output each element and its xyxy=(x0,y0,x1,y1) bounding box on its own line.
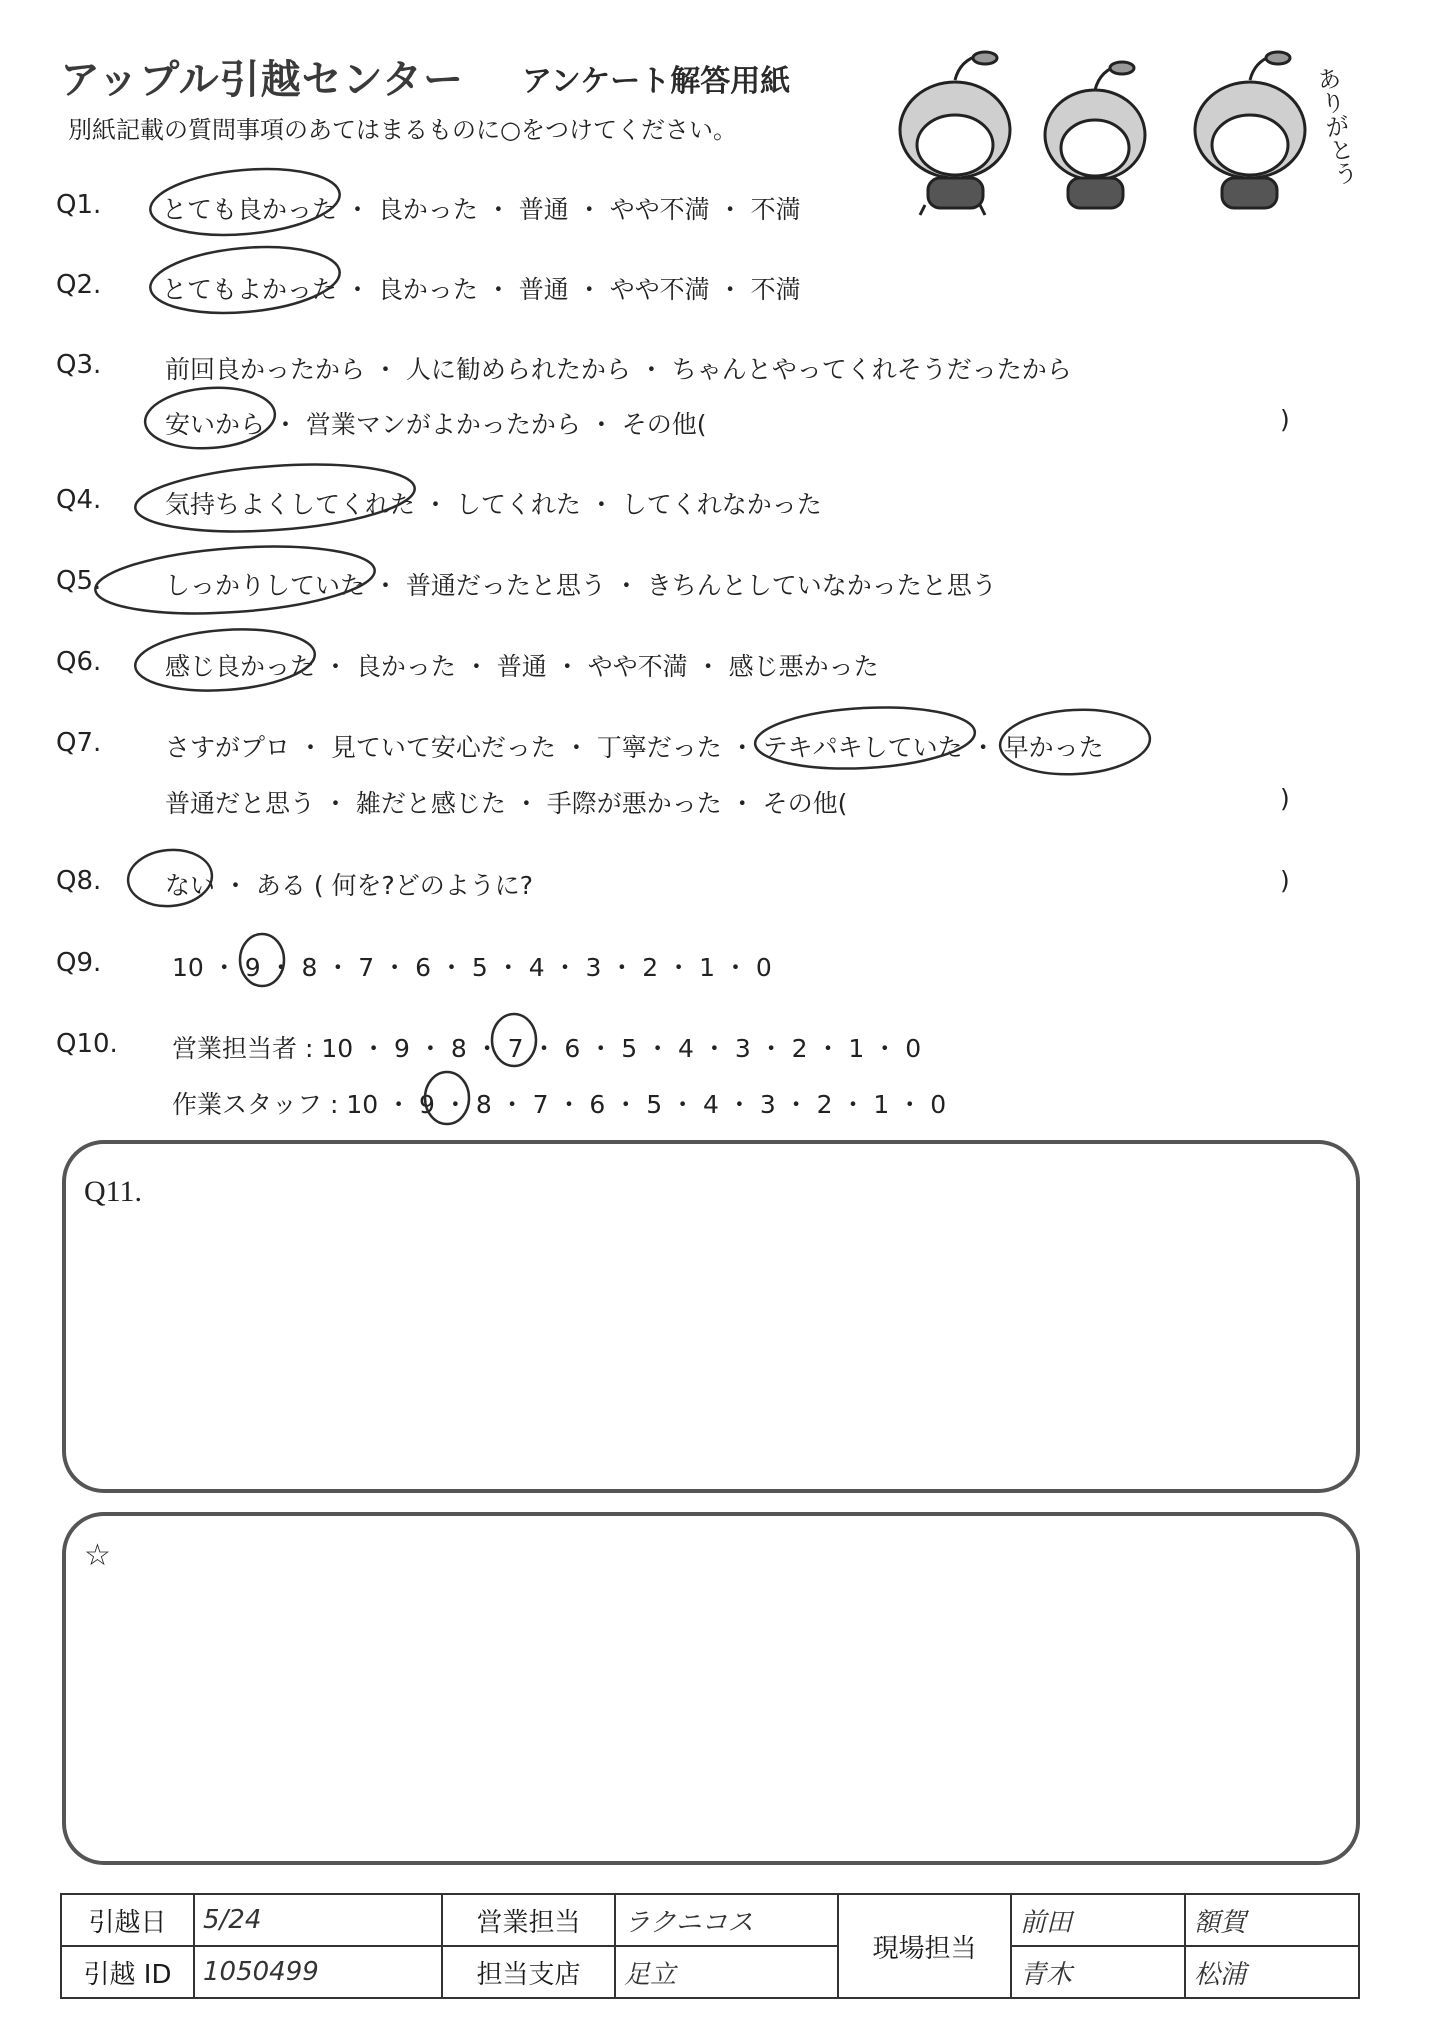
q6-label: Q6. xyxy=(56,647,102,677)
q7-options-line1: さすがプロ ・ 見ていて安心だった ・ 丁寧だった ・ テキパキしていた ・ 早かった xyxy=(165,733,1104,762)
q5-label: Q5. xyxy=(56,566,102,596)
mascot-caption: ありがとう xyxy=(1310,64,1360,188)
site-staff-1: 前田 xyxy=(1011,1894,1185,1946)
q3-options-line1: 前回良かったから ・ 人に勧められたから ・ ちゃんとやってくれそうだったから xyxy=(165,355,1072,384)
q2-label: Q2. xyxy=(56,270,102,300)
footer-table xyxy=(60,1893,1360,1999)
q9-label: Q9. xyxy=(56,948,102,978)
q4-options: 気持ちよくしてくれた ・ してくれた ・ してくれなかった xyxy=(165,490,822,519)
q8-label: Q8. xyxy=(56,866,102,896)
q11-label: Q11. xyxy=(84,1175,143,1208)
site-staff-4: 松浦 xyxy=(1185,1946,1359,1998)
circle-q4 xyxy=(133,456,417,539)
move-id-label: 引越 ID xyxy=(61,1946,194,1998)
q7-options-line2: 普通だと思う ・ 雑だと感じた ・ 手際が悪かった ・ その他( xyxy=(165,789,848,818)
star-icon: ☆ xyxy=(84,1539,111,1572)
star-comment-box[interactable] xyxy=(62,1512,1360,1865)
circle-q5 xyxy=(93,538,377,621)
q9-scale: 10 ・ 9 ・ 8 ・ 7 ・ 6 ・ 5 ・ 4 ・ 3 ・ 2 ・ 1 ・ 0 xyxy=(172,953,772,982)
q8-options: ない ・ ある ( 何を?どのように? xyxy=(165,871,534,900)
circle-q9 xyxy=(240,934,284,986)
q1-options: とても良かった ・ 良かった ・ 普通 ・ やや不満 ・ 不満 xyxy=(162,195,801,224)
q3-label: Q3. xyxy=(56,350,102,380)
sales-label: 営業担当 xyxy=(442,1894,615,1946)
move-date-label: 引越日 xyxy=(61,1894,194,1946)
q1-label: Q1. xyxy=(56,190,102,220)
q2-options: とてもよかった ・ 良かった ・ 普通 ・ やや不満 ・ 不満 xyxy=(162,275,801,304)
q3-options-line2: 安いから ・ 営業マンがよかったから ・ その他( xyxy=(165,410,707,439)
circle-q3 xyxy=(143,384,277,453)
site-staff-2: 額賀 xyxy=(1185,1894,1359,1946)
branch-value: 足立 xyxy=(615,1946,838,1998)
circle-q7b xyxy=(998,706,1151,778)
q5-options: しっかりしていた ・ 普通だったと思う ・ きちんとしていなかったと思う xyxy=(165,571,997,600)
q8-close: ) xyxy=(1280,866,1290,895)
site-staff-3: 青木 xyxy=(1011,1946,1185,1998)
circle-q10a xyxy=(492,1014,536,1066)
circle-q2 xyxy=(148,240,343,320)
q10-sales-scale: 営業担当者 : 10 ・ 9 ・ 8 ・ 7 ・ 6 ・ 5 ・ 4 ・ 3 ・ 2 ・ 1 ・ 0 xyxy=(172,1034,922,1063)
circle-q7a xyxy=(754,702,977,773)
form-title: アンケート解答用紙 xyxy=(522,64,791,99)
branch-label: 担当支店 xyxy=(442,1946,615,1998)
circle-q8 xyxy=(126,846,215,909)
sales-value: ラクニコス xyxy=(615,1894,838,1946)
company-name: アップル引越センター xyxy=(60,57,464,103)
q3-other-close: ) xyxy=(1280,405,1290,434)
q6-options: 感じ良かった ・ 良かった ・ 普通 ・ やや不満 ・ 感じ悪かった xyxy=(165,652,879,681)
instruction-text: 別紙記載の質問事項のあてはまるものに○をつけてください。 xyxy=(68,116,737,144)
circle-q10b xyxy=(425,1072,469,1124)
q7-other-close: ) xyxy=(1280,784,1290,813)
circle-q6 xyxy=(133,624,317,696)
q11-comment-box[interactable] xyxy=(62,1140,1360,1493)
q7-label: Q7. xyxy=(56,728,102,758)
q10-staff-scale: 作業スタッフ : 10 ・ 9 ・ 8 ・ 7 ・ 6 ・ 5 ・ 4 ・ 3 ・ 2 ・ 1 ・ 0 xyxy=(172,1090,947,1119)
move-id-value: 1050499 xyxy=(194,1946,442,1998)
site-label: 現場担当 xyxy=(838,1894,1011,1998)
move-date-value: 5/24 xyxy=(194,1894,442,1946)
q4-label: Q4. xyxy=(56,485,102,515)
circle-q1 xyxy=(148,162,343,242)
q10-label: Q10. xyxy=(56,1029,118,1059)
